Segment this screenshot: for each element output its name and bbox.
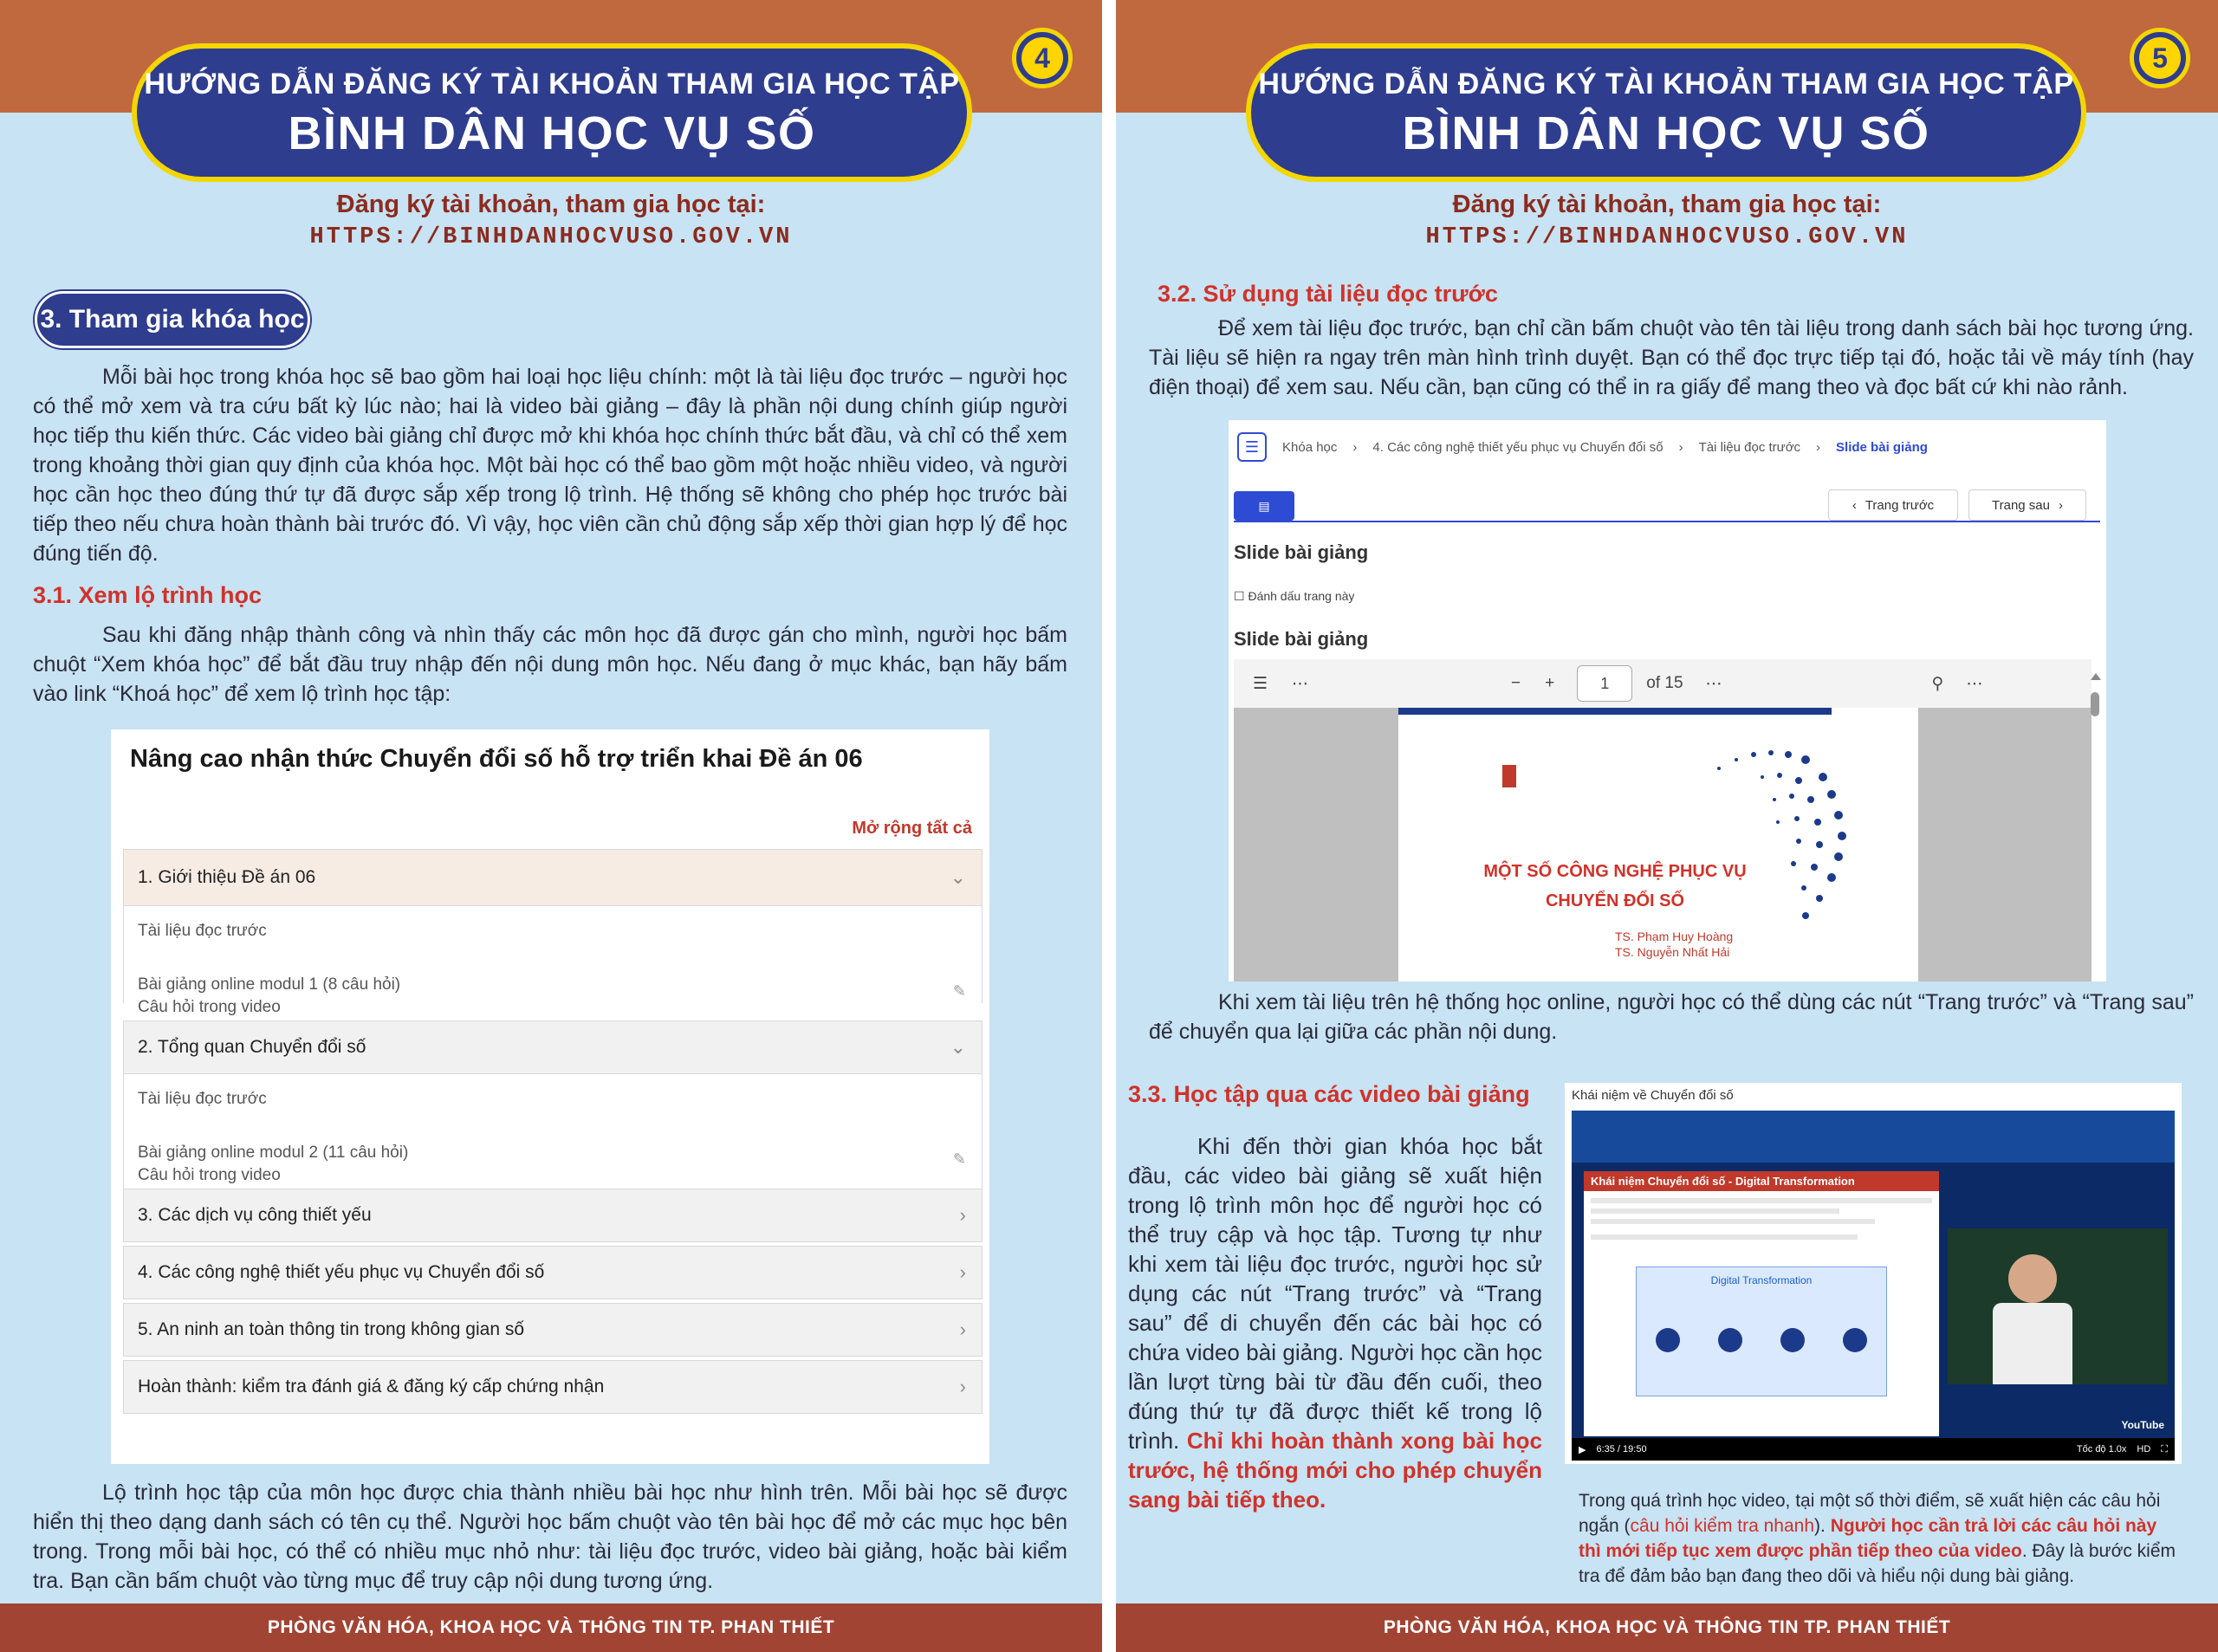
outro-text: Lộ trình học tập của môn học được chia thành nhiều bài học như hình trên. Mỗi bài học sẽ được hiển thị theo dạng danh sách có tên cụ thể. Người học bấm chuột vào tên bài học để mở các mục học bên trong. Trong mỗi bài học, có thể có nhiều mục nhỏ như: tài liệu đọc trước, video bài giảng, hoặc bài kiểm tra. Bạn cần bấm chuột vào từng mục để truy cập nội dung tương ứng. xyxy=(33,1480,1067,1593)
chevron-down-icon: ⌄ xyxy=(950,1036,966,1058)
video-time: 6:35 / 19:50 xyxy=(1596,1444,1647,1454)
university-logo xyxy=(1502,765,1516,787)
module-2-body xyxy=(123,1074,983,1189)
chevron-right-icon: › xyxy=(959,1376,966,1397)
page-4 xyxy=(0,0,1102,1652)
page-number: 5 xyxy=(2139,37,2181,79)
pdf-canvas xyxy=(1234,708,2092,981)
slide-page xyxy=(1398,708,1918,981)
title-line-2: BÌNH DÂN HỌC VỤ SỐ xyxy=(1402,107,1930,159)
section-3-1-title: 3.1. Xem lộ trình học xyxy=(33,582,263,608)
module-1-pre-reading[interactable]: Tài liệu đọc trước xyxy=(138,922,267,940)
section-badge: 3. Tham gia khóa học xyxy=(35,291,310,348)
after-viewer-paragraph xyxy=(1149,988,2194,1046)
module-4-header[interactable] xyxy=(123,1246,983,1299)
video-player[interactable] xyxy=(1572,1111,2175,1461)
pdf-toolbar xyxy=(1234,659,2092,708)
register-label: Đăng ký tài khoản, tham gia học tại: xyxy=(1452,191,1882,218)
register-label: Đăng ký tài khoản, tham gia học tại: xyxy=(336,191,766,218)
lecture-slide-heading: Khái niệm Chuyển đổi số - Digital Transformation xyxy=(1584,1171,1939,1191)
breadcrumb-current: Slide bài giảng xyxy=(1836,439,1928,455)
module-6-label: Hoàn thành: kiểm tra đánh giá & đăng ký cấp chứng nhận xyxy=(138,1377,605,1396)
section-3-1-paragraph xyxy=(33,620,1067,709)
breadcrumb xyxy=(1237,432,1928,462)
edit-icon: ✎ xyxy=(952,1150,966,1168)
caption-red-2: Người học cần trả lời các câu hỏi này thì mới tiếp tục xem được phần tiếp theo của video xyxy=(1579,1516,2157,1561)
section-3-3-paragraph xyxy=(1128,1131,1542,1514)
pdf-scrollbar[interactable] xyxy=(2091,673,2101,968)
next-page-button[interactable] xyxy=(1968,489,2086,521)
slide-author-1: TS. Phạm Huy Hoàng xyxy=(1615,930,1734,943)
chevron-left-icon: ‹ xyxy=(1852,497,1857,513)
menu-icon[interactable]: ☰ xyxy=(1237,432,1267,462)
page-number: 4 xyxy=(1021,37,1063,79)
title-line-1: HƯỚNG DẪN ĐĂNG KÝ TÀI KHOẢN THAM GIA HỌC TẬP xyxy=(1258,68,2074,100)
module-6-header[interactable] xyxy=(123,1360,983,1414)
scroll-up-icon[interactable] xyxy=(2091,673,2101,680)
module-1-video-quiz: Câu hỏi trong video xyxy=(138,998,281,1016)
caption-red-1: câu hỏi kiểm tra nhanh xyxy=(1630,1516,1815,1536)
chevron-right-icon: › xyxy=(959,1204,966,1226)
section-3-3-text: Khi đến thời gian khóa học bắt đầu, các video bài giảng sẽ xuất hiện trong lộ trình môn học để người học có thể truy cập và học tập. Tương tự như khi xem tài liệu đọc trước, người học sử dụng các nút “Trang trước” và “Trang sau” để di chuyển đến các bài học có chứa video bài giảng. Người học cần học lần lượt từng bài từ đầu đến cuối, theo đúng thứ tự đã được thiết kế trong lộ trình. xyxy=(1128,1133,1542,1454)
caption-text-2: ). xyxy=(1814,1516,1831,1536)
speed-control[interactable]: Tốc độ 1.0x xyxy=(2076,1444,2127,1454)
module-1-header[interactable] xyxy=(123,849,983,906)
module-3-label: 3. Các dịch vụ công thiết yếu xyxy=(138,1205,372,1225)
outline-icon[interactable]: ☰ xyxy=(1253,674,1268,693)
footer: PHÒNG VĂN HÓA, KHOA HỌC VÀ THÔNG TIN TP. PHAN THIẾT xyxy=(1116,1603,2218,1652)
video-caption xyxy=(1579,1488,2176,1589)
breadcrumb-separator: › xyxy=(1816,439,1821,455)
zoom-in-icon[interactable]: + xyxy=(1545,674,1555,692)
chevron-right-icon: › xyxy=(959,1261,966,1283)
dot-pattern-graphic xyxy=(1615,742,1858,942)
viewer-subheading: Slide bài giảng xyxy=(1234,628,1369,650)
course-outline-screenshot xyxy=(111,729,989,1464)
video-screenshot xyxy=(1565,1083,2182,1464)
breadcrumb-separator: › xyxy=(1678,439,1683,455)
module-2-header[interactable] xyxy=(123,1020,983,1074)
register-url[interactable]: HTTPS://BINHDANHOCVUSO.GOV.VN xyxy=(1425,224,1909,250)
diagram-title: Digital Transformation xyxy=(1710,1274,1813,1286)
slide-title-2: CHUYỂN ĐỔI SỐ xyxy=(1545,891,1685,910)
section-3-3-red-text: Chỉ khi hoàn thành xong bài học trước, hệ thống mới cho phép chuyển sang bài tiếp theo. xyxy=(1128,1428,1542,1513)
module-2-pre-reading[interactable]: Tài liệu đọc trước xyxy=(138,1090,267,1108)
register-url[interactable]: HTTPS://BINHDANHOCVUSO.GOV.VN xyxy=(309,224,793,250)
slide-author-2: TS. Nguyễn Nhất Hải xyxy=(1615,945,1730,959)
course-title: Nâng cao nhận thức Chuyển đổi số hỗ trợ triển khai Đề án 06 xyxy=(130,745,863,773)
breadcrumb-pre-reading[interactable]: Tài liệu đọc trước xyxy=(1698,439,1801,455)
slide-viewer-screenshot xyxy=(1229,420,2106,981)
page-total: of 15 xyxy=(1646,674,1683,692)
breadcrumb-courses[interactable]: Khóa học xyxy=(1282,439,1338,455)
page-number-badge xyxy=(1012,28,1073,88)
module-5-label: 5. An ninh an toàn thông tin trong không gian số xyxy=(138,1319,525,1339)
intro-text: Mỗi bài học trong khóa học sẽ bao gồm hai loại học liệu chính: một là tài liệu đọc trước – người học có thể mở xem và tra cứu bất kỳ lúc nào; hai là video bài giảng – đây là phần nội dung chính giúp người học tiếp thu kiến thức. Các video bài giảng chỉ được mở khi khóa học chính thức bắt đầu, và chỉ có thể xem trong khoảng thời gian quy định của khóa học. Một bài học có thể bao gồm một hoặc nhiều video, và người học cần học theo đúng thứ tự đã được sắp xếp trong lộ trình. Hệ thống sẽ không cho phép học trước bài tiếp theo nếu chưa hoàn thành bài trước đó. Vì vậy, học viên cần chủ động sắp xếp thời gian hợp lý để học đúng tiến độ. xyxy=(33,365,1067,566)
video-controls xyxy=(1572,1438,2175,1461)
speaker-video xyxy=(1948,1228,2168,1384)
edit-icon: ✎ xyxy=(952,982,966,1000)
module-2-lecture[interactable]: Bài giảng online modul 2 (11 câu hỏi) xyxy=(138,1143,409,1162)
module-1-body xyxy=(123,906,983,1016)
intro-paragraph xyxy=(33,362,1067,568)
outro-paragraph xyxy=(33,1478,1067,1596)
search-icon[interactable]: ⚲ xyxy=(1931,674,1944,693)
zoom-out-icon[interactable]: − xyxy=(1511,674,1521,692)
more-icon[interactable]: ⋯ xyxy=(1705,674,1722,693)
chevron-down-icon: ⌄ xyxy=(950,866,966,888)
bookmark-link[interactable] xyxy=(1234,589,1354,604)
module-1-lecture[interactable]: Bài giảng online modul 1 (8 câu hỏi) xyxy=(138,975,401,994)
section-3-2-text: Để xem tài liệu đọc trước, bạn chỉ cần bấm chuột vào tên tài liệu trong danh sách bài học tương ứng. Tài liệu sẽ hiện ra ngay trên màn hình trình duyệt. Bạn có thể đọc trực tiếp tại đó, hoặc tải về máy tính (hay điện thoại) để xem sau. Nếu cần, bạn cũng có thể in ra giấy để mang theo và đọc bất cứ khi nào rảnh. xyxy=(1149,316,2194,399)
page-number-badge xyxy=(2130,28,2190,88)
module-5-header[interactable] xyxy=(123,1303,983,1357)
viewer-heading: Slide bài giảng xyxy=(1234,541,1369,563)
more-icon[interactable]: ⋯ xyxy=(1966,674,1983,693)
module-2-label: 2. Tổng quan Chuyển đổi số xyxy=(138,1037,366,1057)
document-tab-icon[interactable]: ▤ xyxy=(1234,491,1294,521)
breadcrumb-separator: › xyxy=(1352,439,1358,455)
section-3-3-title: 3.3. Học tập qua các video bài giảng xyxy=(1128,1081,1530,1107)
lecture-slide xyxy=(1584,1171,1939,1436)
page-number-input[interactable]: 1 xyxy=(1577,665,1632,702)
caption-text-3: . Đây là bước kiểm tra để đảm bảo bạn đang theo dõi và hiểu nội dung bài giảng. xyxy=(1579,1541,2176,1586)
section-3-1-text: Sau khi đăng nhập thành công và nhìn thấy các môn học đã được gán cho mình, người học bấm chuột “Xem khóa học” để bắt đầu truy nhập đến nội dung môn học. Nếu đang ở mục khác, bạn hãy bấm vào link “Khoá học” để xem lộ trình học tập: xyxy=(33,623,1067,706)
previous-page-button[interactable] xyxy=(1828,489,1958,521)
play-icon[interactable]: ▶ xyxy=(1579,1444,1586,1455)
next-page-label: Trang sau xyxy=(1992,497,2050,513)
hd-badge[interactable]: HD xyxy=(2137,1444,2151,1454)
section-3-2-paragraph xyxy=(1149,314,2194,402)
youtube-logo: YouTube xyxy=(2121,1419,2164,1431)
previous-page-label: Trang trước xyxy=(1865,497,1935,513)
video-title: Khái niệm về Chuyển đổi số xyxy=(1572,1088,1734,1103)
video-header-band xyxy=(1572,1111,2175,1163)
module-1-label: 1. Giới thiệu Đề án 06 xyxy=(138,867,316,887)
title-banner xyxy=(132,43,972,182)
title-line-1: HƯỚNG DẪN ĐĂNG KÝ TÀI KHOẢN THAM GIA HỌC TẬP xyxy=(144,68,960,100)
bookmark-label: Đánh dấu trang này xyxy=(1248,589,1355,603)
caption-text-1: Trong quá trình học video, tại một số thời điểm, sẽ xuất hiện các câu hỏi ngắn ( xyxy=(1579,1491,2161,1536)
slide-top-bar xyxy=(1398,708,1832,715)
title-banner xyxy=(1246,43,2086,182)
scroll-thumb[interactable] xyxy=(2091,692,2099,716)
chevron-right-icon: › xyxy=(959,1318,966,1340)
register-block xyxy=(1116,191,2218,250)
bookmark-icon: ☐ xyxy=(1234,589,1245,603)
diagram-box xyxy=(1636,1267,1887,1396)
module-2-video-quiz: Câu hỏi trong video xyxy=(138,1166,281,1184)
breadcrumb-module[interactable]: 4. Các công nghệ thiết yếu phục vụ Chuyển đổi số xyxy=(1372,439,1664,455)
module-3-header[interactable] xyxy=(123,1189,983,1242)
fullscreen-icon[interactable]: ⛶ xyxy=(2161,1443,2168,1454)
after-viewer-text: Khi xem tài liệu trên hệ thống học online, người học có thể dùng các nút “Trang trước” và “Trang sau” để chuyển qua lại giữa các phần nội dung. xyxy=(1149,990,2194,1044)
slide-title-1: MỘT SỐ CÔNG NGHỆ PHỤC VỤ xyxy=(1483,862,1747,881)
section-3-2-title: 3.2. Sử dụng tài liệu đọc trước xyxy=(1158,281,1498,307)
register-block xyxy=(0,191,1102,250)
footer: PHÒNG VĂN HÓA, KHOA HỌC VÀ THÔNG TIN TP. PHAN THIẾT xyxy=(0,1603,1102,1652)
title-line-2: BÌNH DÂN HỌC VỤ SỐ xyxy=(288,107,816,159)
tab-underline xyxy=(1234,521,2100,522)
expand-all-link[interactable]: Mở rộng tất cả xyxy=(852,819,972,838)
module-4-label: 4. Các công nghệ thiết yếu phục vụ Chuyển đổi số xyxy=(138,1262,545,1282)
more-icon[interactable]: ⋯ xyxy=(1292,674,1309,693)
chevron-right-icon: › xyxy=(2058,497,2063,513)
